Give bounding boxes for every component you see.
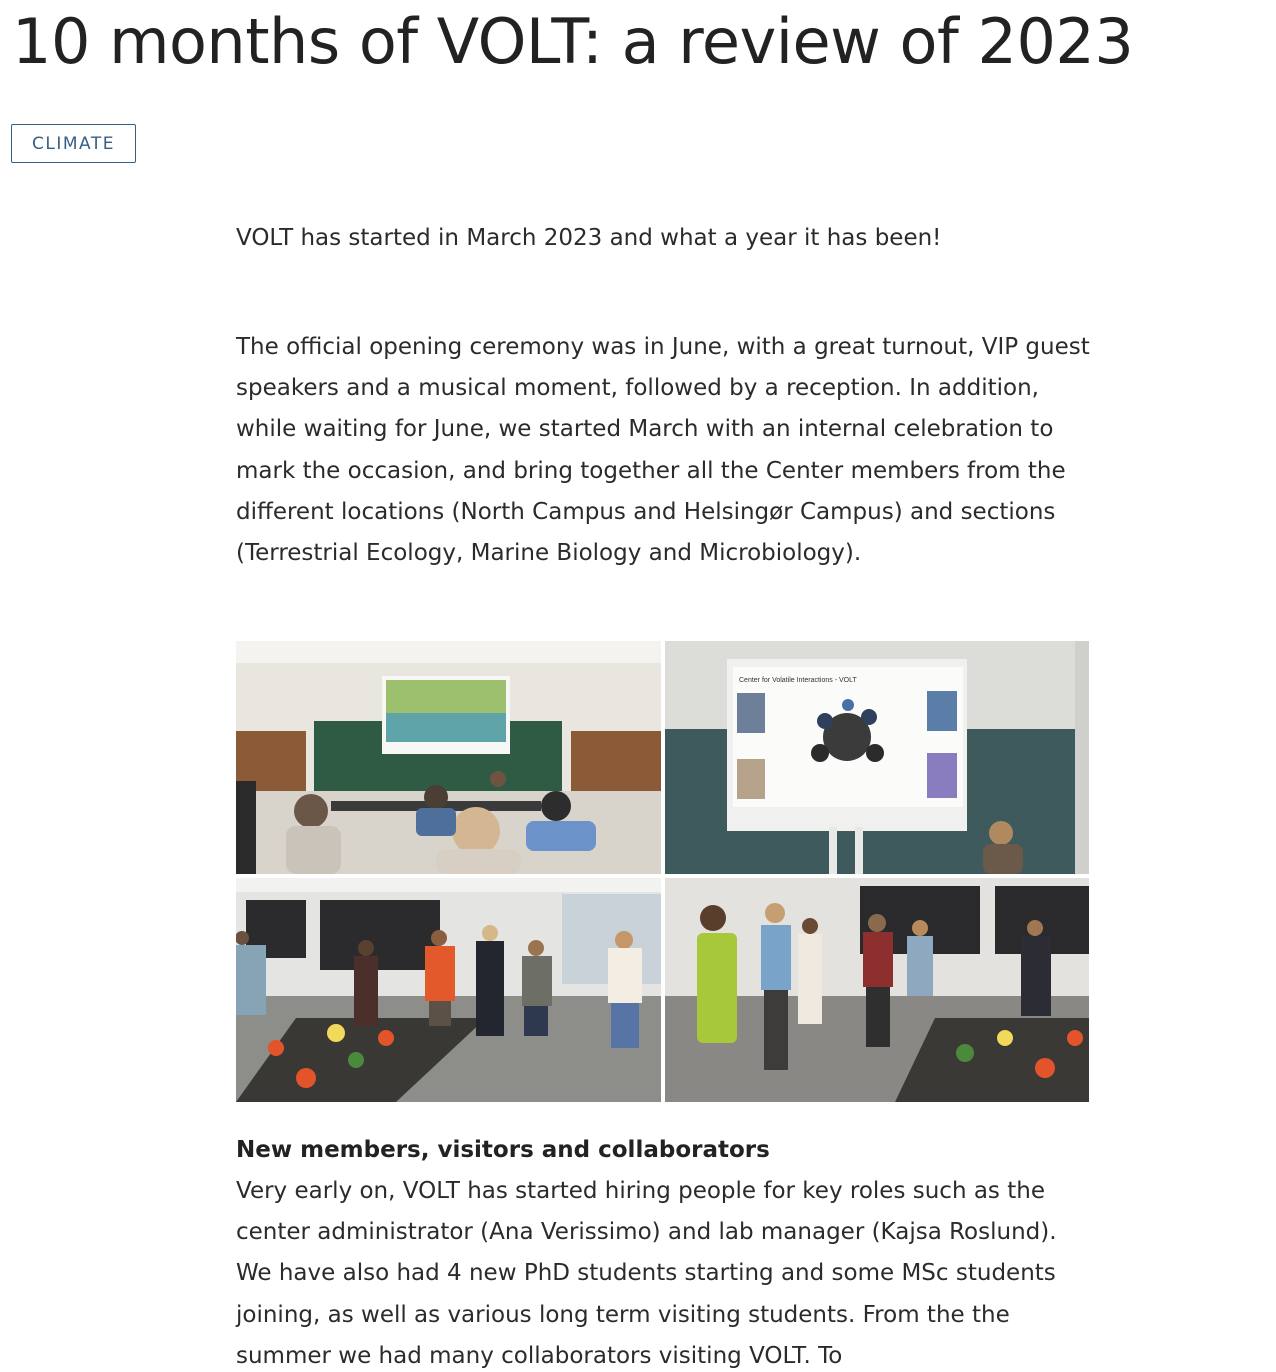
article-title: 10 months of VOLT: a review of 2023 xyxy=(12,5,1134,78)
ceremony-paragraph: The official opening ceremony was in June, with a great turnout, VIP guest speakers and a musical moment, followed by a reception. In addition, while waiting for June, we started March with an internal celebration to mark the occasion, and bring together all the Center members from the different locations (North Campus and Helsingør Campus) and sections (Terrestrial Ecology, Marine Biology and Microbiology). xyxy=(236,334,1090,567)
category-tag-climate[interactable]: CLIMATE xyxy=(11,124,136,163)
slide-header-text: Center for Volatile Interactions - VOLT xyxy=(739,677,857,684)
photo-reception-left[interactable] xyxy=(236,878,661,1102)
intro-paragraph: VOLT has started in March 2023 and what a year it has been! xyxy=(236,225,942,251)
photo-gallery xyxy=(236,641,1089,1102)
photo-presentation-slide[interactable] xyxy=(665,641,1089,874)
photo-lecture-room[interactable] xyxy=(236,641,661,874)
photo-reception-right[interactable] xyxy=(665,878,1089,1102)
section-heading: New members, visitors and collaborators xyxy=(236,1137,770,1163)
members-paragraph: Very early on, VOLT has started hiring people for key roles such as the center administrator (Ana Verissimo) and lab manager (Kajsa Roslund). We have also had 4 new PhD students starting and some MSc students joining, as well as various long term visiting students. From the the summer we had many collaborators visiting VOLT. To xyxy=(236,1178,1057,1369)
